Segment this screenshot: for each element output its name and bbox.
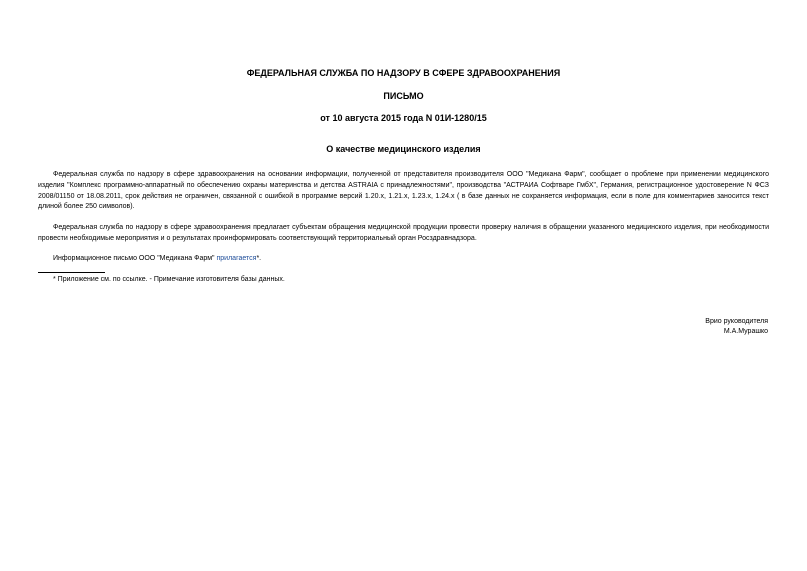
- body-paragraph-1: Федеральная служба по надзору в сфере здравоохранения на основании информации, полученной от представителя производителя ООО "Медикана Фарм", сообщает о проблеме при применении медицинского изделия "Комплекс программно-аппаратный по обеспечению охраны материнства и детства ASTRAIA с принадлежностями", производства "АСТРАИА Софтваре ГмбХ", Германия, регистрационное удостоверение N ФСЗ 2008/01150 от 18.08.2011, срок действия не ограничен, связанной с ошибкой в программе версий 1.20.x, 1.21.x, 1.23.x, 1.24.x ( в базе данных не сохраняется информация, если в поле для комментариев заносится текст длиной более 250 символов).: [38, 171, 769, 211]
- attachment-link[interactable]: прилагается: [216, 255, 257, 262]
- footnote: * Приложение см. по ссылке. - Примечание изготовителя базы данных.: [53, 276, 285, 283]
- body-paragraph-3: [38, 254, 769, 265]
- signature-name: М.А.Мурашко: [723, 328, 768, 335]
- signature-position: Врио руководителя: [705, 318, 768, 325]
- organization-name: ФЕДЕРАЛЬНАЯ СЛУЖБА ПО НАДЗОРУ В СФЕРЕ ЗДРАВООХРАНЕНИЯ: [246, 68, 561, 78]
- document-type: ПИСЬМО: [383, 91, 424, 101]
- attachment-tail: *.: [256, 255, 262, 262]
- attachment-text: Информационное письмо ООО "Медикана Фарм": [53, 255, 217, 262]
- document-date-number: от 10 августа 2015 года N 01И-1280/15: [320, 113, 487, 123]
- footnote-divider: [38, 272, 105, 273]
- body-paragraph-2: Федеральная служба по надзору в сфере здравоохранения предлагает субъектам обращения медицинской продукции провести проверку наличия в обращении указанного медицинского изделия, при необходимости провести необходимые мероприятия и о результатах проинформировать соответствующий территориальный орган Росздравнадзора.: [38, 224, 769, 242]
- document-subject: О качестве медицинского изделия: [326, 144, 481, 154]
